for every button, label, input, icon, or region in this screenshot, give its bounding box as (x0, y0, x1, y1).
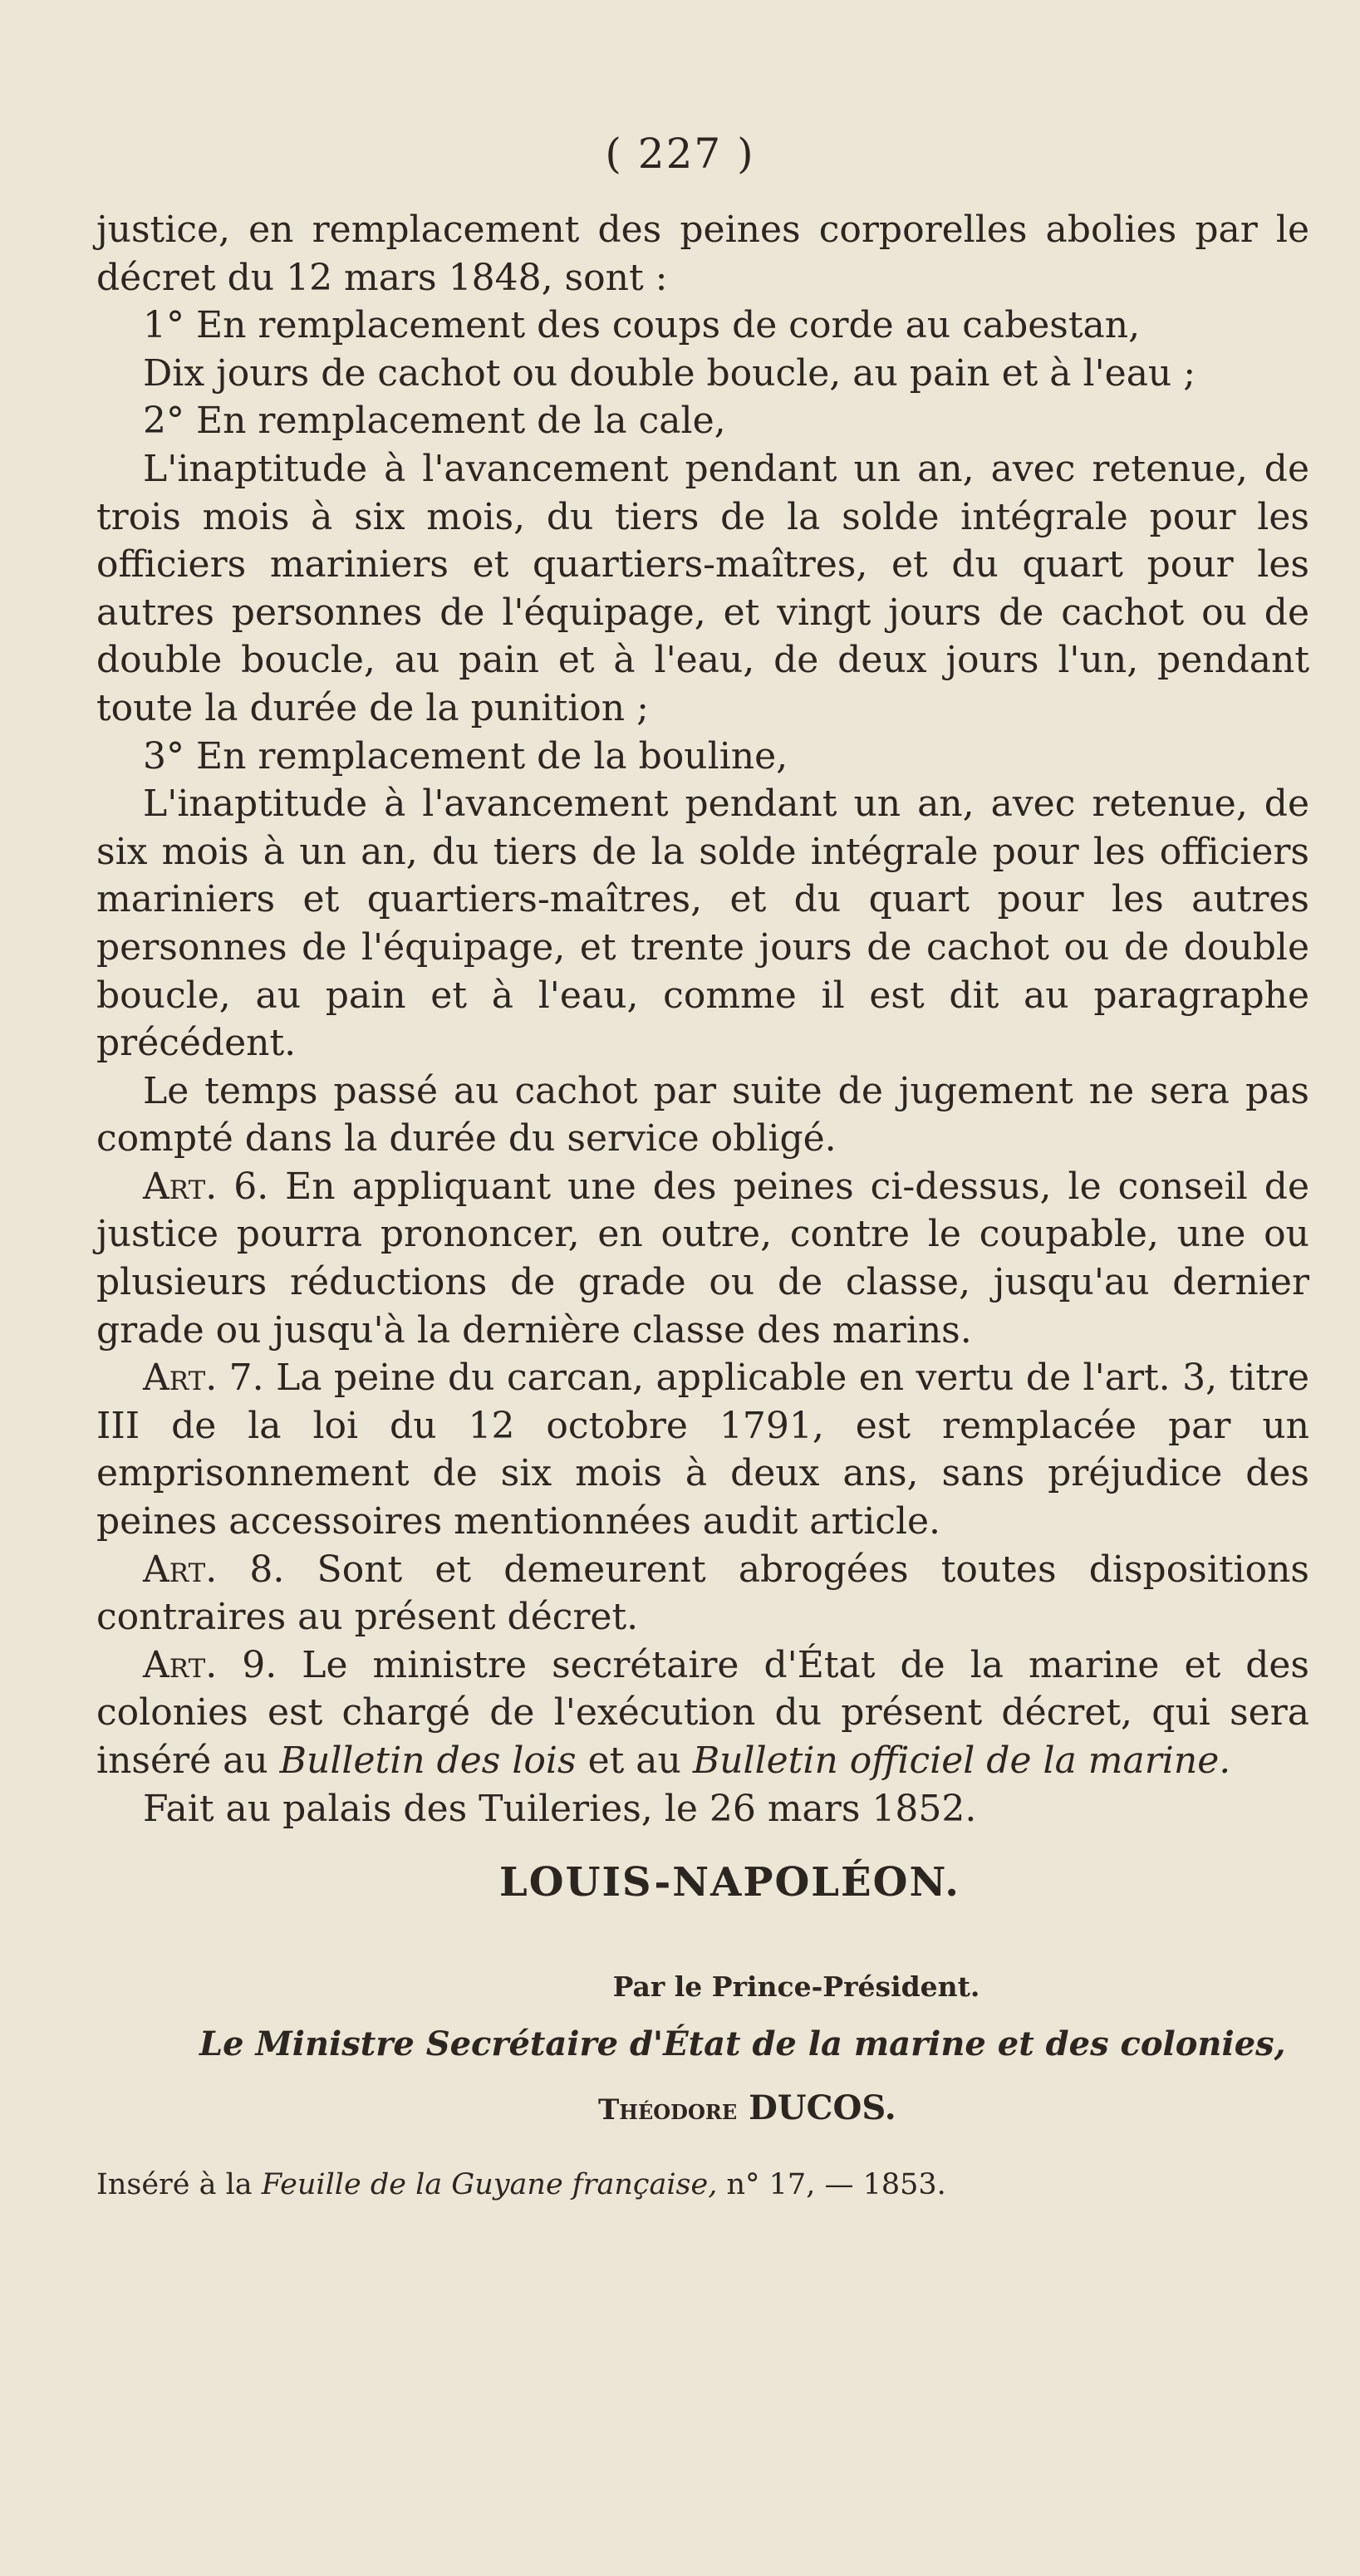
paragraph-item-3-penalty: L'inaptitude à l'avancement pendant un an, avec retenue, de six mois à un an, du tiers de la solde intégrale pour les officiers mariniers et quartiers-maîtres, et du quart pour les autres personnes de l'équipage, et trente jours de cachot ou de double boucle, au pain et à l'eau, comme il est dit au paragraphe précédent. (96, 783, 1309, 1065)
paragraph-cachot-time: Le temps passé au cachot par suite de jugement ne sera pas compté dans la durée du service obligé. (96, 1069, 1309, 1160)
article-6 (96, 1163, 1309, 1354)
insertion-prefix: Inséré à la (96, 2168, 262, 2201)
article-8 (96, 1546, 1309, 1641)
insertion-year: 1853. (853, 2168, 946, 2201)
article-7-text: La peine du carcan, applicable en vertu de l'art. 3, titre III de la loi du 12 octobre 1791, est remplacée par un emprisonnement de six mois à deux ans, sans préjudice des peines accessoires mentionnées audit article. (96, 1357, 1309, 1543)
article-9-text-b: et au (576, 1739, 693, 1782)
paragraph-item-2: 2° En remplacement de la cale, (143, 400, 726, 443)
page-number: ( 227 ) (605, 130, 755, 178)
article-8-label: Art. 8. (143, 1548, 285, 1591)
article-9 (96, 1641, 1309, 1785)
bulletin-des-lois: Bulletin des lois (279, 1739, 577, 1782)
paragraph-item-1: 1° En remplacement des coups de corde au cabestan, (143, 304, 1141, 347)
paragraph-item-3: 3° En remplacement de la bouline, (143, 734, 788, 778)
article-9-text-a: Le ministre secrétaire d'État de la marine et des colonies est chargé de l'exécution du présent décret, qui sera inséré au (96, 1643, 1309, 1782)
paragraph-item-1-penalty: Dix jours de cachot ou double boucle, au pain et à l'eau ; (143, 351, 1196, 395)
par-le-prince-president: Par le Prince-Président. (612, 1970, 980, 2003)
decree-body (96, 206, 1309, 1833)
minister-signature (598, 2088, 896, 2127)
insertion-note (96, 2168, 1259, 2201)
place-and-date: Fait au palais des Tuileries, le 26 mars 1852. (143, 1787, 977, 1830)
article-8-text: Sont et demeurent abrogées toutes dispositions contraires au présent décret. (96, 1548, 1309, 1639)
signature-louis-napoleon: LOUIS-NAPOLÉON. (499, 1859, 960, 1906)
article-9-label: Art. 9. (143, 1643, 277, 1686)
minister-surname: DUCOS. (737, 2088, 896, 2127)
article-6-text: En appliquant une des peines ci-dessus, le conseil de justice pourra prononcer, en outre, contre le coupable, une ou plusieurs réductions de grade ou de classe, jusqu'au dernier grade ou jusqu'à la dernière classe des marins. (96, 1165, 1309, 1352)
article-7 (96, 1354, 1309, 1545)
paragraph-intro: justice, en remplacement des peines corporelles abolies par le décret du 12 mars 1848, sont : (96, 209, 1309, 299)
article-7-label: Art. 7. (143, 1357, 264, 1400)
article-6-label: Art. 6. (143, 1165, 269, 1208)
bulletin-officiel-marine: Bulletin officiel de la marine. (692, 1739, 1231, 1782)
minister-firstname: Théodore (598, 2093, 738, 2127)
insertion-source: Feuille de la Guyane française, (261, 2168, 718, 2201)
insertion-number: n° 17, (717, 2168, 825, 2201)
minister-title: Le Ministre Secrétaire d'État de la marine et des colonies, (199, 2024, 1286, 2063)
paragraph-item-2-penalty: L'inaptitude à l'avancement pendant un an, avec retenue, de trois mois à six mois, du tiers de la solde intégrale pour les officiers mariniers et quartiers-maîtres, et du quart pour les autres personnes de l'équipage, et vingt jours de cachot ou de double boucle, au pain et à l'eau, de deux jours l'un, pendant toute la durée de la punition ; (96, 447, 1309, 729)
insertion-dash: — (824, 2168, 854, 2201)
